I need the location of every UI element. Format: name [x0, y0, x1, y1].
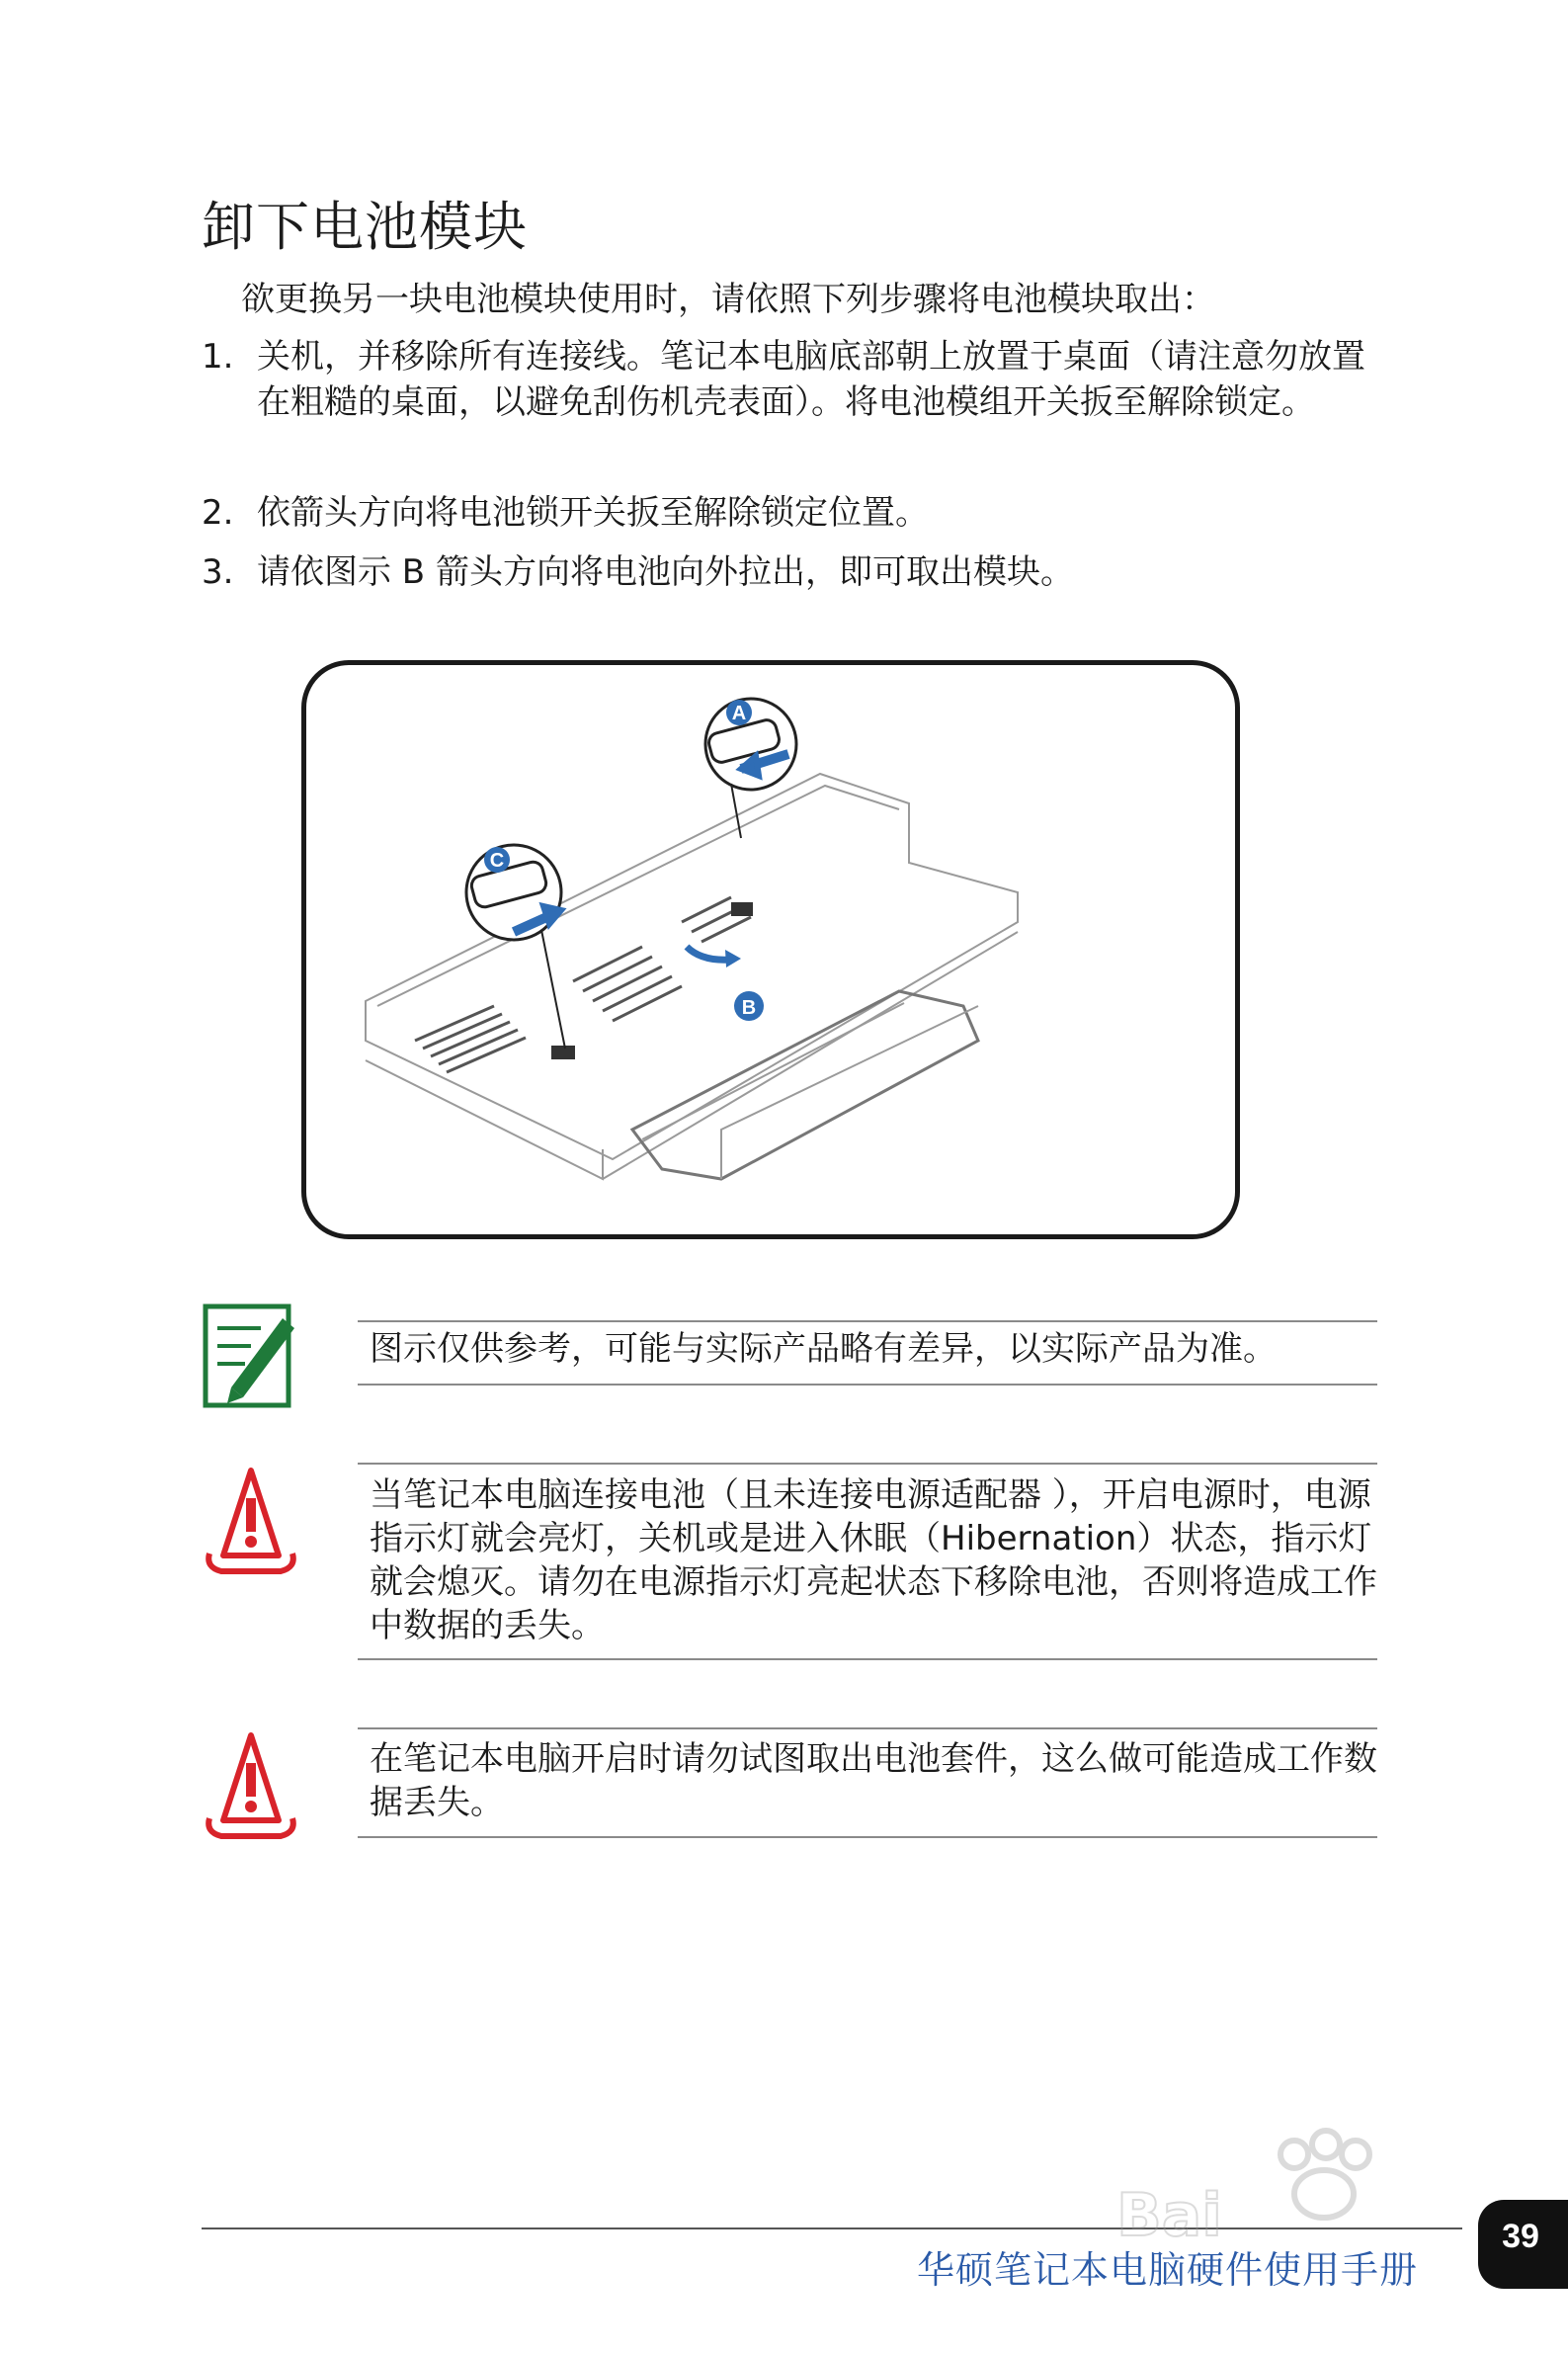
warning-cone-icon: [202, 1729, 300, 1844]
note-rule-bottom: [358, 1384, 1377, 1386]
warning-rule-bottom: [358, 1658, 1377, 1660]
warning-text: 在笔记本电脑开启时请勿试图取出电池套件，这么做可能造成工作数据丢失。: [370, 1739, 1377, 1822]
note-pencil-icon: [202, 1299, 300, 1411]
battery-removal-figure: [301, 660, 1240, 1239]
note-rule-top: [358, 1320, 1377, 1322]
step-text: 请依图示 B 箭头方向将电池向外拉出，即可取出模块。: [257, 552, 1074, 592]
callout-c: [466, 845, 565, 1049]
step-number: 2.: [202, 493, 234, 533]
page-number: 39: [1502, 2218, 1539, 2255]
warning-text: 当笔记本电脑连接电池（且未连接电源适配器 ），开启电源时，电源指示灯就会亮灯，关机或是进入休眠（Hibernation）状态，指示灯就会熄灭。请勿在电源指示灯亮起状态下移除电池，否则将造成工作中数据的丢失。: [370, 1475, 1377, 1645]
callout-a: [705, 699, 796, 838]
callout-label-a: A: [731, 703, 747, 724]
lock-switch-c: [551, 1046, 575, 1059]
watermark-logo: [1097, 2115, 1482, 2253]
lock-switch-a: [731, 902, 753, 916]
callout-b: [687, 947, 764, 1021]
warning-cone-icon: [202, 1465, 300, 1579]
callout-label-b: B: [741, 997, 757, 1019]
warning-rule-top: [358, 1727, 1377, 1729]
laptop-battery-illustration: [306, 665, 1235, 1234]
svg-text:Bai: Bai: [1116, 2181, 1222, 2250]
note-text: 图示仅供参考，可能与实际产品略有差异，以实际产品为准。: [370, 1329, 1277, 1369]
step-number: 1.: [202, 337, 234, 377]
step-text: 依箭头方向将电池锁开关扳至解除锁定位置。: [257, 493, 929, 533]
warning-rule-top: [358, 1463, 1377, 1465]
page-title: 卸下电池模块: [202, 196, 528, 258]
intro-paragraph: 欲更换另一块电池模块使用时，请依照下列步骤将电池模块取出：: [241, 280, 1215, 319]
footer-manual-title: 华硕笔记本电脑硬件使用手册: [916, 2248, 1418, 2292]
callout-label-c: C: [489, 850, 505, 872]
step-text: 关机，并移除所有连接线。笔记本电脑底部朝上放置于桌面（请注意勿放置在粗糙的桌面，以避免刮伤机壳表面）。将电池模组开关扳至解除锁定。: [257, 337, 1365, 422]
step-1: [202, 334, 1387, 472]
warning-rule-bottom: [358, 1836, 1377, 1838]
step-number: 3.: [202, 552, 234, 592]
